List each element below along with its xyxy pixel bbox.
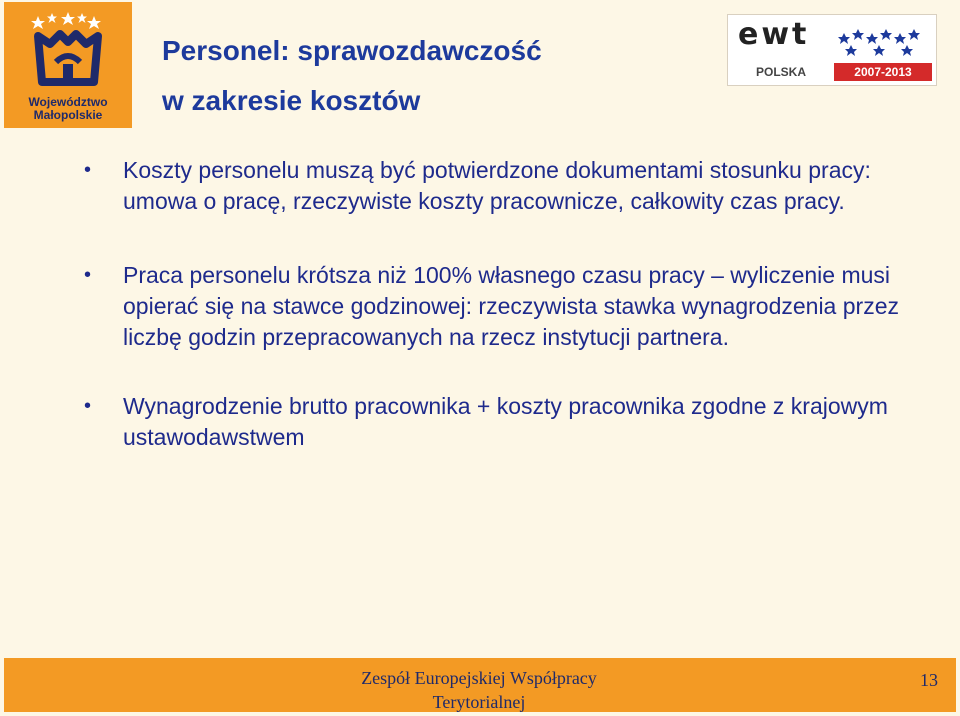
eu-stars-flag-icon [838,25,926,61]
footer-organization: Zespół Europejskiej Współpracy Terytorialnej [361,668,597,712]
ewt-logo [727,14,937,86]
bullet-item [82,391,902,453]
ewt-bottom-row [732,63,932,81]
title-line-1: Personel: sprawozdawczość [162,35,542,66]
ewt-country: POLSKA [732,63,830,81]
malopolska-emblem-icon [30,10,106,94]
bullet-text: Wynagrodzenie brutto pracownika + koszty pracownika zgodne z krajowym ustawodawstwem [123,393,888,450]
logo-left-text: Województwo Małopolskie [28,95,108,122]
page-number: 13 [920,670,938,690]
bullet-dot-icon: • [84,159,92,181]
ewt-years: 2007-2013 [834,63,932,81]
page-title [162,26,542,126]
bullet-text: Koszty personelu muszą być potwierdzone dokumentami stosunku pracy: umowa o pracę, rzeczywiste koszty pracownicze, całkowity czas pracy. [123,157,871,214]
bullet-item [82,260,902,353]
title-line-2: w zakresie kosztów [162,85,421,116]
ewt-brand-text: ewt [738,17,810,52]
footer-bar [4,658,956,712]
bullet-dot-icon: • [84,264,92,286]
malopolska-logo [4,2,132,128]
bullet-dot-icon: • [84,395,92,417]
bullet-item [82,155,902,217]
malopolska-caption [4,96,132,122]
bullet-text: Praca personelu krótsza niż 100% własnego czasu pracy – wyliczenie musi opierać się na stawce godzinowej: rzeczywista stawka wynagrodzenia przez liczbę godzin przepracowanych na rzecz instytucji partnera. [123,262,899,350]
bullet-list [82,155,902,453]
